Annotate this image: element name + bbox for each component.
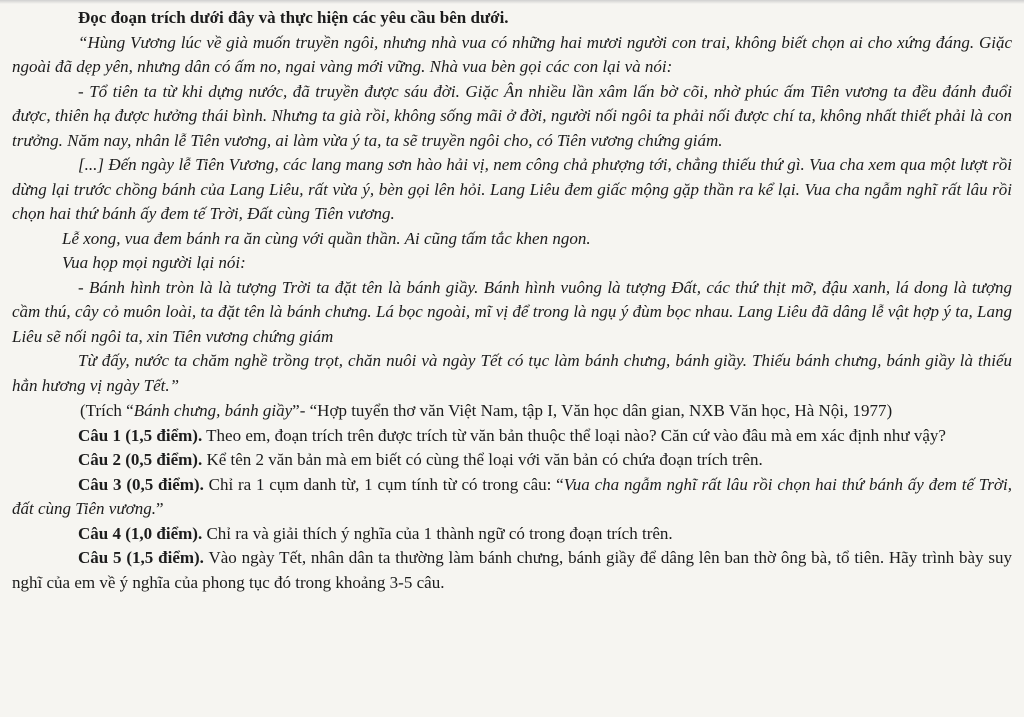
citation-title: Bánh chưng, bánh giầy bbox=[133, 401, 293, 420]
question-5 bbox=[12, 546, 1012, 595]
excerpt-paragraph-7: Từ đấy, nước ta chăm nghề trồng trọt, chăn nuôi và ngày Tết có tục làm bánh chưng, bánh giầy. Thiếu bánh chưng, bánh giầy là thiếu hẳn hương vị ngày Tết.” bbox=[12, 351, 1012, 395]
citation-prefix: (Trích “ bbox=[80, 401, 134, 420]
excerpt-paragraph-5: Vua họp mọi người lại nói: bbox=[62, 253, 246, 272]
question-3-text: Chỉ ra 1 cụm danh từ, 1 cụm tính từ có trong câu: “ bbox=[203, 474, 564, 494]
top-edge bbox=[0, 0, 1024, 4]
document-body bbox=[12, 6, 1012, 595]
excerpt-paragraph-6: - Bánh hình tròn là là tượng Trời ta đặt tên là bánh giầy. Bánh hình vuông là tượng Đất, các thứ thịt mỡ, đậu xanh, lá dong là tượng cầm thú, cây cỏ muôn loài, ta đặt tên là bánh chưng. Lá bọc ngoài, mĩ vị để trong là ngụ ý đùm bọc nhau. Lang Liêu đã dâng lễ vật hợp ý ta, Lang Liêu sẽ nối ngôi ta, xin Tiên vương chứng giám bbox=[12, 277, 1012, 346]
question-4 bbox=[12, 522, 1012, 547]
question-4-text: Chỉ ra và giải thích ý nghĩa của 1 thành ngữ có trong đoạn trích trên. bbox=[202, 523, 673, 543]
excerpt-paragraph-3: [...] Đến ngày lễ Tiên Vương, các lang mang sơn hào hải vị, nem công chả phượng tới, chẳng thiếu thứ gì. Vua cha xem qua một lượt rồi dừng lại trước chồng bánh của Lang Liêu, rất vừa ý, bèn gọi lên hỏi. Lang Liêu đem giấc mộng gặp thần ra kể lại. Vua cha ngẫm nghĩ rất lâu rồi chọn hai thứ bánh ấy đem tế Trời, Đất cùng Tiên vương. bbox=[12, 155, 1012, 223]
question-3-label: Câu 3 (0,5 điểm). bbox=[78, 474, 204, 494]
question-3-quote-end: ” bbox=[155, 499, 164, 518]
question-3 bbox=[12, 473, 1012, 522]
excerpt-paragraph-2: - Tổ tiên ta từ khi dựng nước, đã truyền được sáu đời. Giặc Ân nhiều lần xâm lấn bờ cõi, nhờ phúc ấm Tiên vương ta đều đánh đuổi được, thiên hạ được hưởng thái bình. Nhưng ta già rồi, không sống mãi ở đời, người nối ngôi ta phải nối được chí ta, không nhất thiết phải là con trưởng. Năm nay, nhân lễ Tiên vương, ai làm vừa ý ta, ta sẽ truyền ngôi cho, có Tiên vương chứng giám. bbox=[12, 81, 1012, 150]
citation-suffix: ”- “Hợp tuyển thơ văn Việt Nam, tập I, Văn học dân gian, NXB Văn học, Hà Nội, 1977) bbox=[292, 401, 893, 420]
question-5-text: Vào ngày Tết, nhân dân ta thường làm bánh chưng, bánh giầy để dâng lên ban thờ ông bà, tổ tiên. Hãy trình bày suy nghĩ của em về ý nghĩa của phong tục đó trong khoảng 3-5 câu. bbox=[12, 548, 1012, 592]
instruction-heading: Đọc đoạn trích dưới đây và thực hiện các yêu cầu bên dưới. bbox=[78, 8, 509, 27]
question-1-label: Câu 1 (1,5 điểm). bbox=[78, 425, 203, 445]
question-1-text: Theo em, đoạn trích trên được trích từ văn bản thuộc thể loại nào? Căn cứ vào đâu mà em xác định như vậy? bbox=[202, 425, 946, 445]
question-3-quote: Vua cha ngẫm nghĩ rất lâu rồi chọn hai thứ bánh ấy đem tế Trời, đất cùng Tiên vương. bbox=[12, 474, 1012, 518]
excerpt-paragraph-4: Lễ xong, vua đem bánh ra ăn cùng với quần thần. Ai cũng tấm tắc khen ngon. bbox=[62, 228, 591, 248]
citation bbox=[12, 399, 1012, 424]
excerpt-paragraph-1: “Hùng Vương lúc về già muốn truyền ngôi, nhưng nhà vua có những hai mươi người con trai, không biết chọn ai cho xứng đáng. Giặc ngoài đã dẹp yên, nhưng dân có ấm no, ngai vàng mới vững. Nhà vua bèn gọi các con lại và nói: bbox=[12, 32, 1012, 76]
question-2-label: Câu 2 (0,5 điểm). bbox=[78, 450, 203, 469]
question-4-label: Câu 4 (1,0 điểm). bbox=[78, 523, 203, 543]
question-2-text: Kể tên 2 văn bản mà em biết có cùng thể loại với văn bản có chứa đoạn trích trên. bbox=[202, 450, 763, 469]
question-5-label: Câu 5 (1,5 điểm). bbox=[78, 548, 204, 567]
question-2 bbox=[12, 448, 1012, 473]
question-1 bbox=[12, 424, 1012, 449]
